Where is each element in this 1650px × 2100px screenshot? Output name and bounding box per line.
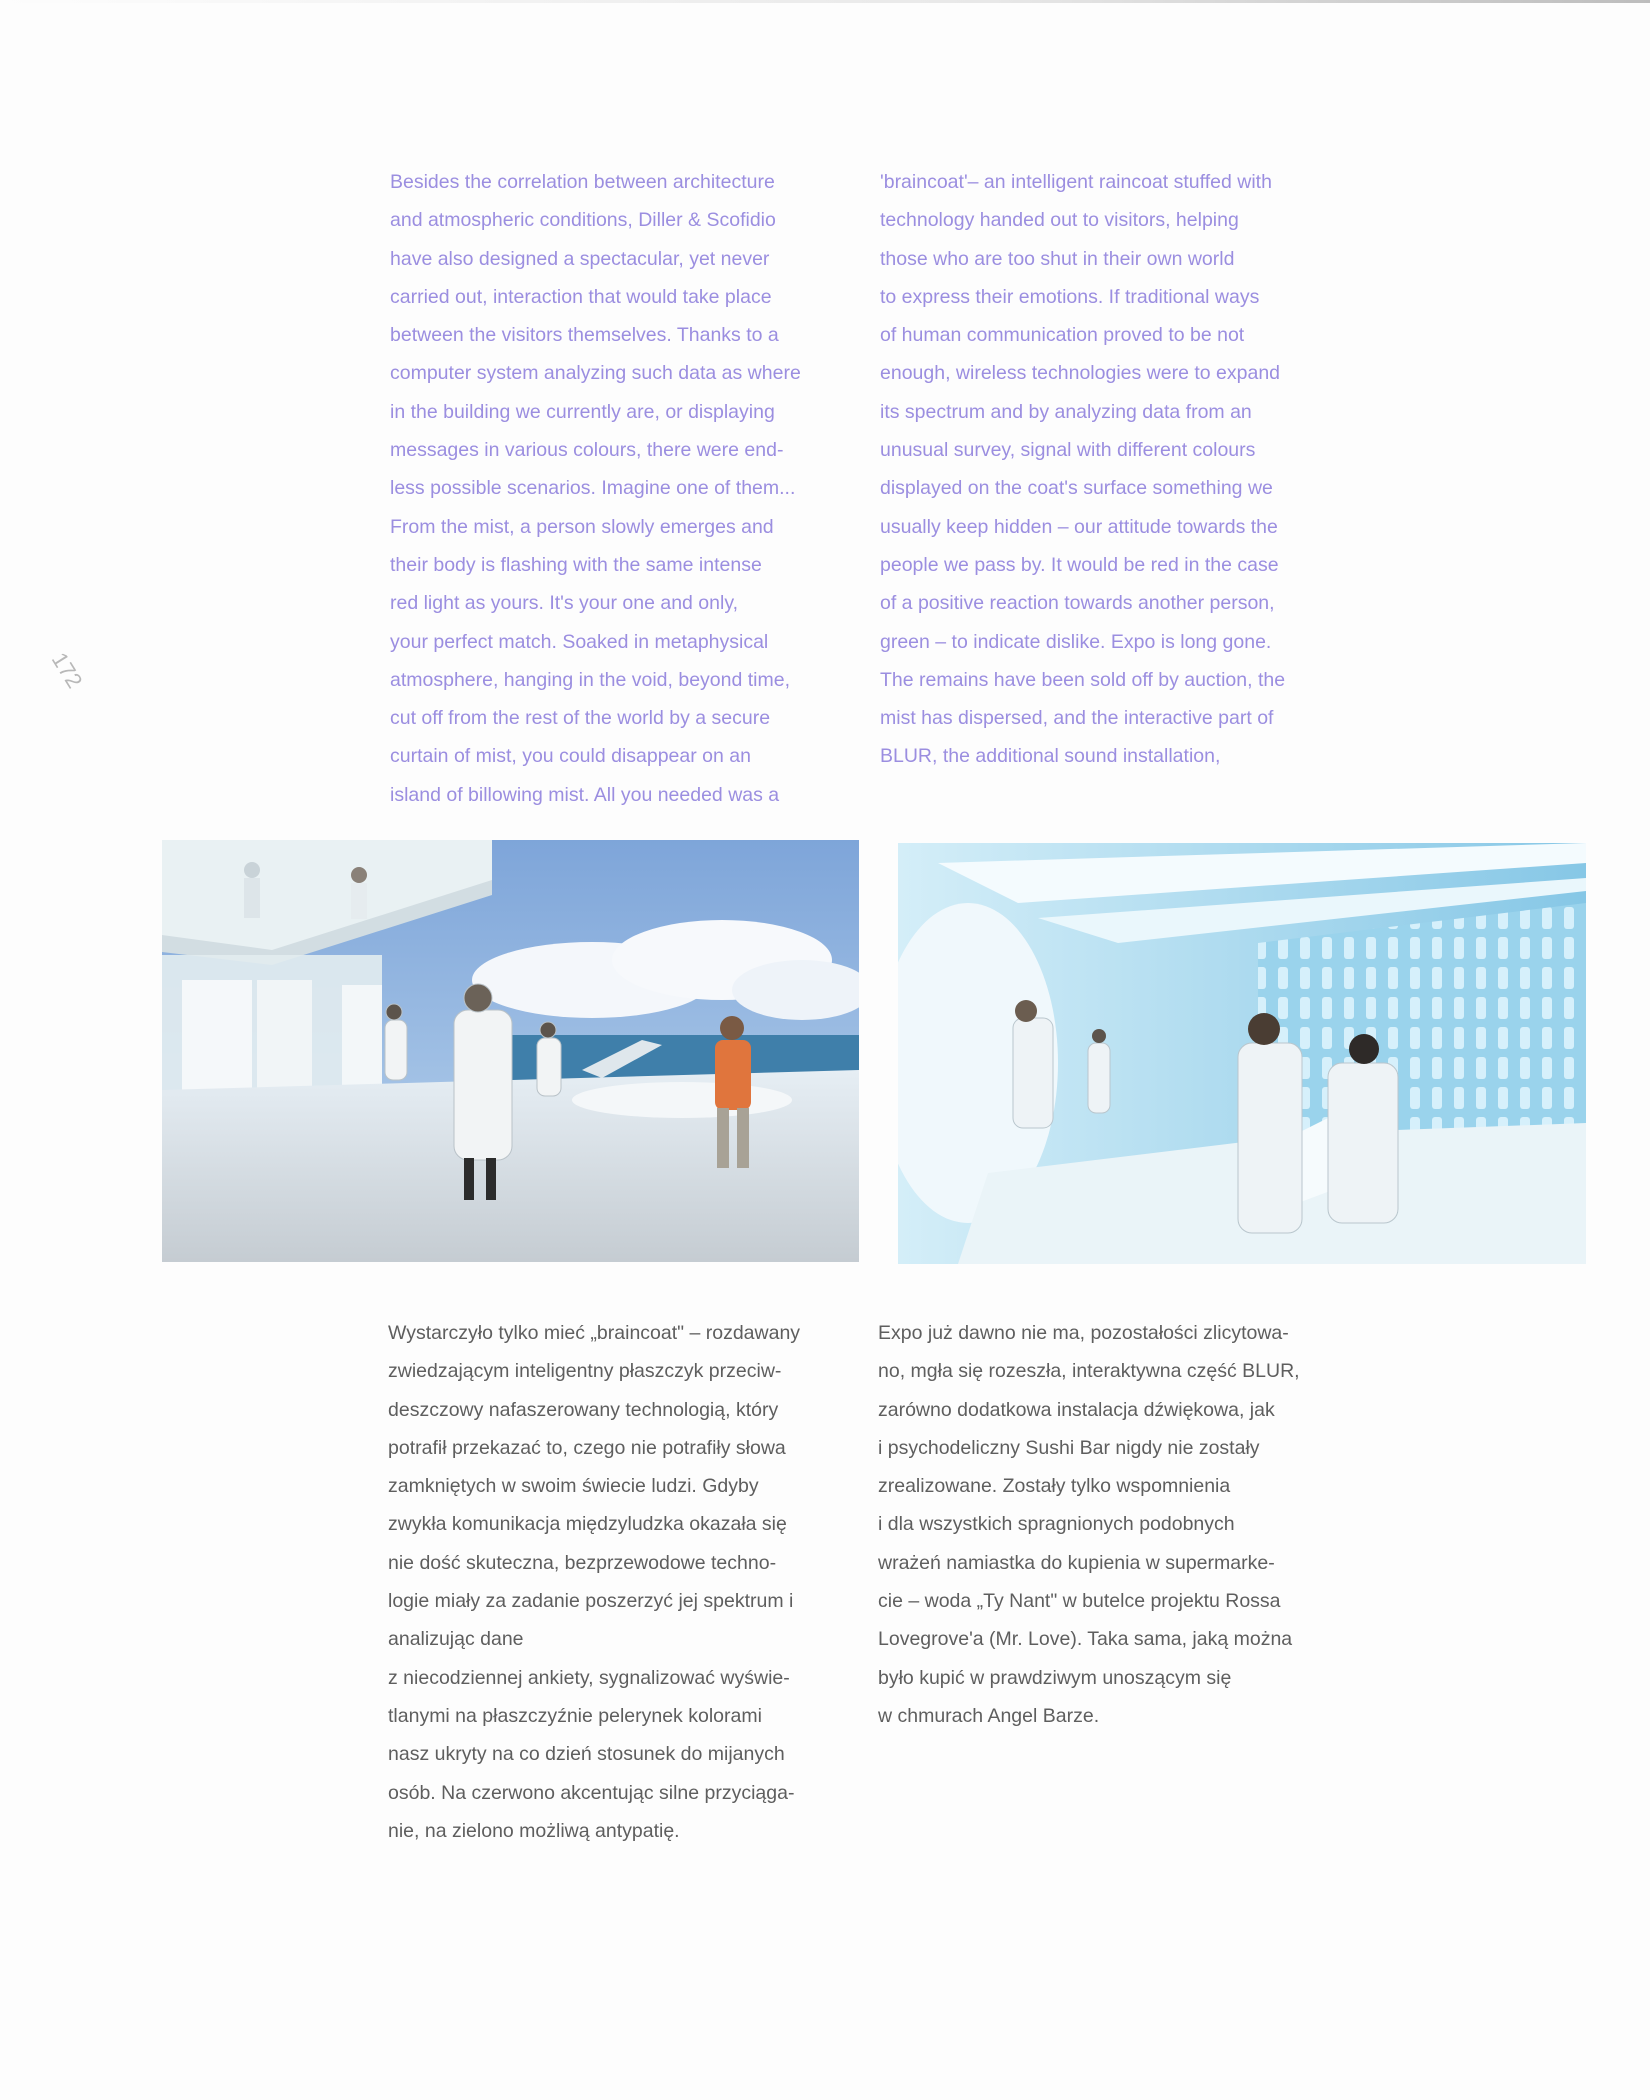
page-number: 172 bbox=[46, 648, 88, 693]
blur-building-terrace-rendering bbox=[162, 840, 859, 1262]
angel-bar-rendering bbox=[898, 843, 1586, 1264]
english-text-left-column: Besides the correlation between architecture and atmospheric conditions, Diller & Scofidio have also designed a spectacular, yet never carried out, interaction that would take place between the visitors themselves. Thanks to a computer system analyzing such data as where in the building we currently are, or displaying messages in various colours, there were end- less possible scenarios. Imagine one of them... From the mist, a person slowly emerges and their body is flashing with the same intense red light as yours. It's your one and only, your perfect match. Soaked in metaphysical atmosphere, hanging in the void, beyond time, cut off from the rest of the world by a secure curtain of mist, you could disappear on an island of billowing mist. All you needed was a bbox=[390, 171, 801, 806]
english-text-right-column: 'braincoat'– an intelligent raincoat stuffed with technology handed out to visitors, helping those who are too shut in their own world to express their emotions. If traditional ways of human communication proved to be not enough, wireless technologies were to expand its spectrum and by analyzing data from an unusual survey, signal with different colours displayed on the coat's surface something we usually keep hidden – our attitude towards the people we pass by. It would be red in the case of a positive reaction towards another person, green – to indicate dislike. Expo is long gone. The remains have been sold off by auction, the mist has dispersed, and the interactive part of BLUR, the additional sound installation, bbox=[880, 171, 1286, 768]
polish-text-right-column: Expo już dawno nie ma, pozostałości zlicytowa- no, mgła się rozeszła, interaktywna część BLUR, zarówno dodatkowa instalacja dźwiękowa, jak i psychodeliczny Sushi Bar nigdy nie zostały zrealizowane. Zostały tylko wspomnienia i dla wszystkich spragnionych podobnych wrażeń namiastka do kupienia w supermarke- cie – woda „Ty Nant" w butelce projektu Rossa Lovegrove'a (Mr. Love). Taka sama, jaką można było kupić w prawdziwym unoszącym się w chmurach Angel Barze. bbox=[878, 1322, 1300, 1727]
terrace-rendering-image bbox=[162, 840, 859, 1262]
polish-text-left-column: Wystarczyło tylko mieć „braincoat" – rozdawany zwiedzającym inteligentny płaszczyk przeciw- deszczowy nafaszerowany technologią, który potrafił przekazać to, czego nie potrafiły słowa zamkniętych w swoim świecie ludzi. Gdyby zwykła komunikacja międzyludzka okazała się nie dość skuteczna, bezprzewodowe techno- logie miały za zadanie poszerzyć jej spektrum i analizując dane z niecodziennej ankiety, sygnalizować wyświe- tlanymi na płaszczyźnie pelerynek kolorami nasz ukryty na co dzień stosunek do mijanych osób. Na czerwono akcentując silne przyciąga- nie, na zielono możliwą antypatię. bbox=[388, 1322, 801, 1842]
page-top-edge bbox=[0, 0, 1650, 3]
angel-bar-rendering-image bbox=[898, 843, 1586, 1264]
